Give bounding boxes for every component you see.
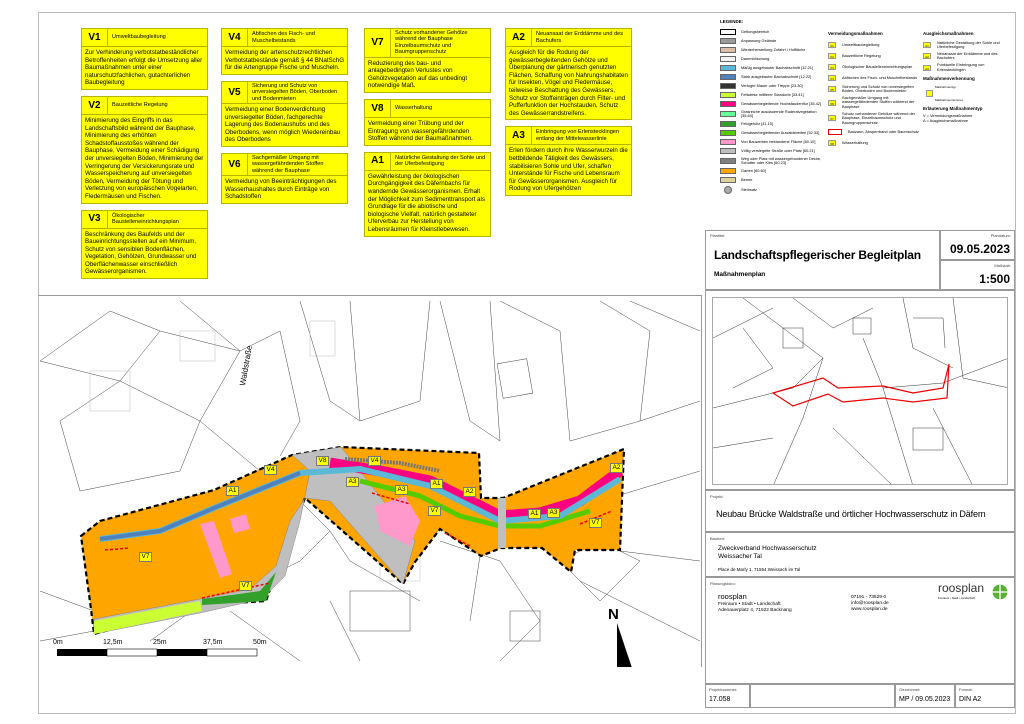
avoid-title: Vermeidungsmaßnahmen [828, 31, 883, 36]
legend-label: Wasserhaltung [842, 139, 868, 145]
legend-swatch [720, 130, 736, 136]
measure-code: A3 [506, 127, 532, 144]
legend-item [720, 167, 825, 176]
legend-item [720, 64, 825, 73]
measure-code: V3 [82, 211, 108, 228]
blank-cell [750, 684, 895, 708]
measure-code: A2 [506, 29, 532, 46]
measure-box-v2 [81, 96, 208, 204]
drawn-cell [895, 684, 955, 708]
legend-item [720, 82, 825, 91]
measure-swatch: V6 [828, 100, 836, 106]
legend-item [720, 129, 825, 138]
measure-box-v6 [221, 153, 348, 204]
legend-label: Verfugte Mauer oder Treppe [23.30] [741, 82, 803, 88]
measure-text: Vermeidung von Beeinträchtigungen des Wasserhaushaltes durch Einträge von Schadstoffen [225, 178, 337, 201]
office-web[interactable]: www.roosplan.de [851, 607, 888, 613]
legend-item [720, 176, 825, 185]
measure-title: Abfischen des Fisch- und Muschelbestands [252, 31, 315, 44]
map-measure-label: A1 [430, 479, 443, 489]
map-measure-label: A1 [226, 486, 239, 496]
site-map-svg [38, 296, 702, 667]
legend-item [720, 28, 825, 37]
legend-label: Fettwiese mittlerer Standorte [33.41] [741, 91, 804, 97]
map-measure-label: A3 [395, 485, 408, 495]
measure-title: Einbringung von Erlenstecklingen entlang der Mittelwasserlinie [536, 129, 620, 142]
measure-swatch: V4 [828, 75, 836, 81]
north-arrow-icon [617, 623, 632, 667]
map-measure-label: A2 [463, 487, 476, 497]
client-address: Place de Marly 1, 71554 Weissach im Tal [718, 567, 801, 572]
scale-tick-label: 37,5m [203, 639, 223, 646]
measure-code: V5 [222, 82, 248, 103]
legend-measure [923, 62, 1013, 73]
measure-box-a1 [364, 152, 491, 237]
plan-subtitle: Maßnahmenplan [714, 271, 766, 278]
measure-title: Neuansaat der Erddämme und des Bachufers [536, 31, 624, 44]
legend-item [720, 91, 825, 100]
date-cell [940, 230, 1015, 260]
measure-box-v8 [364, 99, 491, 146]
legend-measure [828, 51, 923, 62]
legend-label: Sicherung und Schutz von unversiegelten Böden, Oberboden und Bodenmieten [842, 83, 914, 94]
projno-label: Projektnummer: [709, 687, 738, 692]
scale-cell [940, 260, 1015, 290]
legend-label: Schutz vorhandener Gehölze während der Bauphase, Einzelbaumschutz und Baumgruppenschutz [842, 110, 916, 125]
map-measure-label: V7 [239, 581, 252, 591]
map-measure-label: A2 [610, 463, 623, 473]
overview-cell [705, 290, 1015, 490]
scale-tick-label: 25m [153, 639, 167, 646]
legend-item [720, 46, 825, 55]
legend-item [720, 100, 825, 109]
map-measure-label: A3 [346, 477, 359, 487]
project-label: Projekt: [710, 494, 724, 499]
measure-box-a2 [505, 28, 632, 120]
office-email[interactable]: info@roosplan.de [851, 601, 889, 607]
measures-column [505, 28, 632, 196]
measure-title: Bauzeitliche Regelung [112, 102, 168, 109]
measure-title: Natürliche Gestaltung der Sohle und der Uferbefestigung [395, 154, 486, 168]
measure-title: Wasserhaltung [395, 105, 433, 112]
measures-column [81, 28, 208, 279]
legend-swatch [720, 168, 736, 174]
map-measure-label: V4 [368, 456, 381, 466]
legend-swatch [720, 92, 736, 98]
legend-item [720, 55, 825, 64]
office-cell [705, 577, 1015, 684]
legend-label: Bauzaun, Absperrband oder Baumschutz [848, 128, 919, 134]
map-measure-label: V7 [139, 552, 152, 562]
legend-measure [923, 40, 1013, 51]
bridge [498, 498, 506, 548]
office-label: Planungsbüro: [710, 581, 736, 586]
plan-title-cell [705, 230, 940, 290]
fence-swatch [828, 129, 842, 135]
legend-swatch [720, 111, 736, 117]
plan-title: Landschaftspflegerischer Begleitplan [714, 248, 921, 262]
measure-swatch: V5 [828, 86, 836, 92]
legend-measure [828, 84, 923, 95]
legend-item [720, 73, 825, 82]
measure-code: V6 [222, 154, 248, 175]
drawn-label: Gezeichnet: [899, 687, 921, 692]
measure-text: Minimierung des Eingriffs in das Landschaftsbild während der Bauphase, Minimierung des erhöhten Schadstoffausstoßes während der Bauphase, Vermeidung einer Schädigung der unversiegelten Böden, Minimierung der Verringerung der Versickerungsrate und Wasserspeicherung auf unversiegelten Böden, Vermeidung der Tötung und Verletzung von europäischen Vogelarten, Fledermäusen und Fischen. [85, 116, 204, 200]
legend-measure [828, 111, 923, 127]
measure-swatch: V8 [828, 140, 836, 146]
legend-label: Völlig versiegelte Straße oder Platz [60.21] [741, 147, 815, 153]
measure-text: Vermeidung der artenschutzrechtlichen Verbotstatbestände gemäß § 44 BNatSchG für die Artengruppe Fische und Muscheln. [225, 49, 345, 72]
legend-swatch [720, 148, 736, 154]
legend-swatch [720, 101, 736, 107]
measures-column [221, 28, 348, 204]
format-value: DIN A2 [959, 696, 982, 703]
legend-item [720, 37, 825, 46]
legend-label: Natürliche Gestaltung der Sohle und Uferbefestigung [937, 39, 1000, 50]
legend-measure [828, 73, 923, 84]
measure-box-v1 [81, 28, 208, 90]
legend-measure [828, 126, 923, 137]
legend-label: Sachgemäßer Umgang mit wassergefährdenden Stoffen während der Bauphase [842, 94, 915, 109]
measure-code: V7 [365, 29, 391, 57]
scale-label: Maßstab: [994, 263, 1011, 268]
legend-swatch [720, 74, 736, 80]
marker-a: Maßnahmentyp [935, 84, 956, 89]
legend-swatch [720, 158, 736, 164]
office-address: Adenauerplatz 4, 71522 Backnang [718, 608, 792, 613]
type-title: Erläuterung Maßnahmentyp [923, 105, 983, 111]
north-label: N [608, 606, 619, 623]
project-name: Neubau Brücke Waldstraße und örtlicher Hochwasserschutz in Däfern [716, 509, 986, 519]
legend-label: Dammböschung [741, 55, 770, 61]
map-measure-label: V4 [264, 465, 277, 475]
measure-code: V4 [222, 29, 248, 46]
marker-sample [926, 90, 933, 97]
plan-date: 09.05.2023 [949, 242, 1010, 256]
measure-swatch: V7 [828, 115, 836, 121]
legend-measure [923, 51, 1013, 62]
legend-label: Gewässerbegleitende Hochstaudenflur [35.42] [741, 100, 822, 106]
legend-label: Wiederherstellung Zufahrt / Hoffläche [741, 46, 806, 52]
legend-swatch [720, 65, 736, 71]
client-1: Zweckverband Hochwasserschutz [718, 545, 817, 552]
scale-tick-label: 0m [53, 639, 63, 646]
measure-box-v4 [221, 28, 348, 75]
legend-swatch [720, 121, 736, 127]
legend-label: Geltungsbereich [741, 28, 770, 34]
measure-title: Sicherung und Schutz von unversiegelten Böden, Oberboden und Bodenmieten [252, 82, 338, 102]
measure-box-v7 [364, 28, 491, 93]
legend-label: Ökologischer Baustelleneinrichtungsplan [842, 63, 913, 69]
measure-code: A1 [365, 153, 391, 170]
format-cell [955, 684, 1015, 708]
legend-swatch [720, 56, 736, 62]
legend-label: Umweltbaubegleitung [842, 41, 880, 47]
type-v: V = Vermeidungsmaßnahme [923, 113, 973, 119]
measure-text: Gewährleistung der ökologischen Durchgängigkeit des Däfernbachs für wandernde Gewässerorganismen. Erhalt der Möglichkeit zum Sedimenttransport als Grundlage für die abiotische und biologische Vielfalt, natürlich gestalteter Uferverbau zur Herstellung von Lebensräumen für Kleinstlebewesen. [368, 172, 485, 233]
legend-label: Mäßig ausgebauter Bachabschnitt [12.21] [741, 64, 814, 70]
map-measure-label: V7 [428, 506, 441, 516]
legend-swatch [724, 186, 732, 194]
marker-title: Maßnahmenverkennung [923, 76, 975, 82]
legend-item [720, 138, 825, 147]
measure-text: Erlen fördern durch ihre Wasserwurzeln die bettbildende Tätigkeit des Gewässers, stabilisieren Sohle und Ufer, schaffen Unterstände für Fische und Lebensraum für Gewässerorganismen. Ausgleich für Rodung von Ufergehölzen [509, 147, 628, 193]
measure-title: Ökologischer Baustelleneinrichtungsplan [112, 212, 179, 225]
logo-sub: Freiraum • Stadt • Landschaft [938, 596, 975, 600]
map-measure-label: A1 [528, 509, 541, 519]
legend-item [720, 147, 825, 156]
marker-b: Maßnahmennummer [935, 97, 963, 102]
office-phone: 07191 - 73529-0 [851, 595, 887, 600]
legend-item [720, 185, 825, 195]
measures-column [364, 28, 491, 237]
legend-label: Steinsatz [741, 186, 758, 192]
legend-measure [828, 95, 923, 111]
legend-swatch [720, 177, 736, 183]
type-a: A = Ausgleichsmaßnahme [923, 117, 969, 123]
client-2: Weissacher Tal [718, 553, 762, 560]
roosplan-logo-text: roosplan [938, 581, 985, 595]
overview-boundary [773, 364, 949, 406]
measure-code: V2 [82, 97, 108, 114]
project-number: 17.058 [709, 696, 731, 703]
measure-text: Vermeidung einer Trübung und der Eintragung von wassergefährdenden Stoffen während der Baumaßnahmen. [368, 120, 473, 143]
legend-swatch [720, 47, 736, 53]
measure-text: Beschränkung des Baufelds und der Baueinrichtungsstellen auf ein Minimum, Schutz von sensiblen Bodenflächen, Vegetation, Gehölzen, Grundwasser und Oberflächenwasser einschließlich Gewässerorganismen. [85, 230, 197, 276]
legend-swatch [720, 139, 736, 145]
measure-code: V1 [82, 29, 108, 46]
measure-swatch: V3 [828, 64, 836, 70]
legend-label: Berme [741, 177, 753, 183]
legend-measure [828, 40, 923, 51]
date-label: Plandatum: [990, 233, 1011, 238]
measure-text: Ausgleich für die Rodung der gewässerbegleitenden Gehölze und Überplanung der gärtnerisch genutzten Flächen, Schaffung von Nahrungshabitaten für Insekten, Vögel und Fledermäuse, teilweise Beschattung des Gewässers, Schutz vor Stoffeinträgen durch Filter- und Pufferfunktion der Hochstauden, Schutz des Gewässerrandstreifens. [509, 49, 628, 117]
office-sub: Freiraum • Stadt • Landschaft [718, 602, 781, 607]
legend-label: Stark ausgebauter Bachabschnitt [12.22] [741, 73, 812, 79]
roosplan-logo-icon [992, 584, 1008, 600]
scale-tick-label: 50m [253, 639, 267, 646]
legend-swatch [720, 83, 736, 89]
legend-label: Bauzeitliche Regelung [842, 52, 881, 58]
measure-title: Umweltbaubegleitung [112, 34, 166, 41]
measure-code: V8 [365, 100, 391, 117]
office-name: roosplan [718, 592, 747, 601]
legend-label: Neuansaat der Erddämme und des Bachufers [937, 50, 998, 61]
measure-swatch: V1 [828, 42, 836, 48]
measure-text: Zur Verhinderung verbotstatbeständlicher Betroffenheiten erfolgt die Umsetzung aller Baumaßnahmen unter einer naturschutzfachlichen, gutachterlichen Baubegleitung [85, 49, 203, 87]
measure-title: Sachgemäßer Umgang mit wassergefährdenden Stoffen während der Bauphase [252, 154, 324, 174]
format-label: Format: [959, 687, 973, 692]
map-measure-label: V7 [589, 518, 602, 528]
legend-label: Abfischen des Fisch- und Muschelbestands [842, 74, 918, 80]
overview-map [712, 297, 1008, 485]
site-map [38, 295, 702, 667]
legend-item [720, 109, 825, 120]
measure-title: Schutz vorhandener Gehölze während der Bauphase Einzelbaumschutz und Baumgruppenschutz [395, 30, 468, 56]
legend-label: Grasreiche ausdauernde Ruderalvegetation [35.64] [741, 108, 817, 119]
measure-swatch: A3 [923, 65, 931, 71]
legend-title: LEGENDE: [720, 19, 744, 24]
measure-box-a3 [505, 126, 632, 196]
map-measure-label: A3 [547, 508, 560, 518]
map-measure-label: V8 [316, 456, 329, 466]
plan-scale: 1:500 [979, 272, 1010, 286]
legend-label: Punktuelle Einbringung von Erlenstecklingen [937, 61, 985, 72]
legend-swatch [720, 29, 736, 35]
street-label: Waldstraße [238, 344, 255, 387]
measure-swatch: A1 [923, 42, 931, 48]
legend-label: Feldgehölz [41.10] [741, 120, 774, 126]
measure-box-v3 [81, 210, 208, 280]
scale-tick-label: 12,5m [103, 639, 123, 646]
project-cell [705, 490, 1015, 532]
measure-swatch: V2 [828, 53, 836, 59]
measure-text: Reduzierung des bau- und anlagebedingten Verlustes von Gehölzvegetation auf das unbedingt notwendige Maß. [368, 59, 468, 90]
legend-label: Weg oder Platz mit wassergebundener Decke, Schotter oder Kies [60.23] [741, 155, 822, 166]
legend-label: Gewässerbegleitender Auwaldstreifen [52.33] [741, 129, 820, 135]
drawn-by: MP / 09.05.2023 [899, 696, 951, 703]
legend-label: Von Bauwerken bestandene Fläche [60.10] [741, 138, 816, 144]
legend-label: Anpassung Gelände [741, 37, 777, 43]
client-cell [705, 532, 1015, 577]
comp-title: Ausgleichsmaßnahmen [923, 31, 974, 36]
measure-box-v5 [221, 81, 348, 147]
legend-measure [828, 137, 923, 148]
legend-item [720, 156, 825, 167]
legend-label: Garten [60.60] [741, 168, 766, 174]
legend-measure [828, 62, 923, 73]
client-label: Bauherr: [710, 536, 726, 541]
plan-label: Plantitel: [710, 233, 726, 238]
legend-swatch [720, 38, 736, 44]
projno-cell [705, 684, 750, 708]
scale-bar [57, 649, 257, 656]
measure-text: Vermeidung einer Bodenverdichtung unversiegelter Böden, fachgerechte Lagerung des Bodenaushubs und des Oberbodens, wenn möglich Wiedereinbau des Oberbodens [225, 106, 341, 144]
measure-swatch: A2 [923, 53, 931, 59]
legend-item [720, 120, 825, 129]
